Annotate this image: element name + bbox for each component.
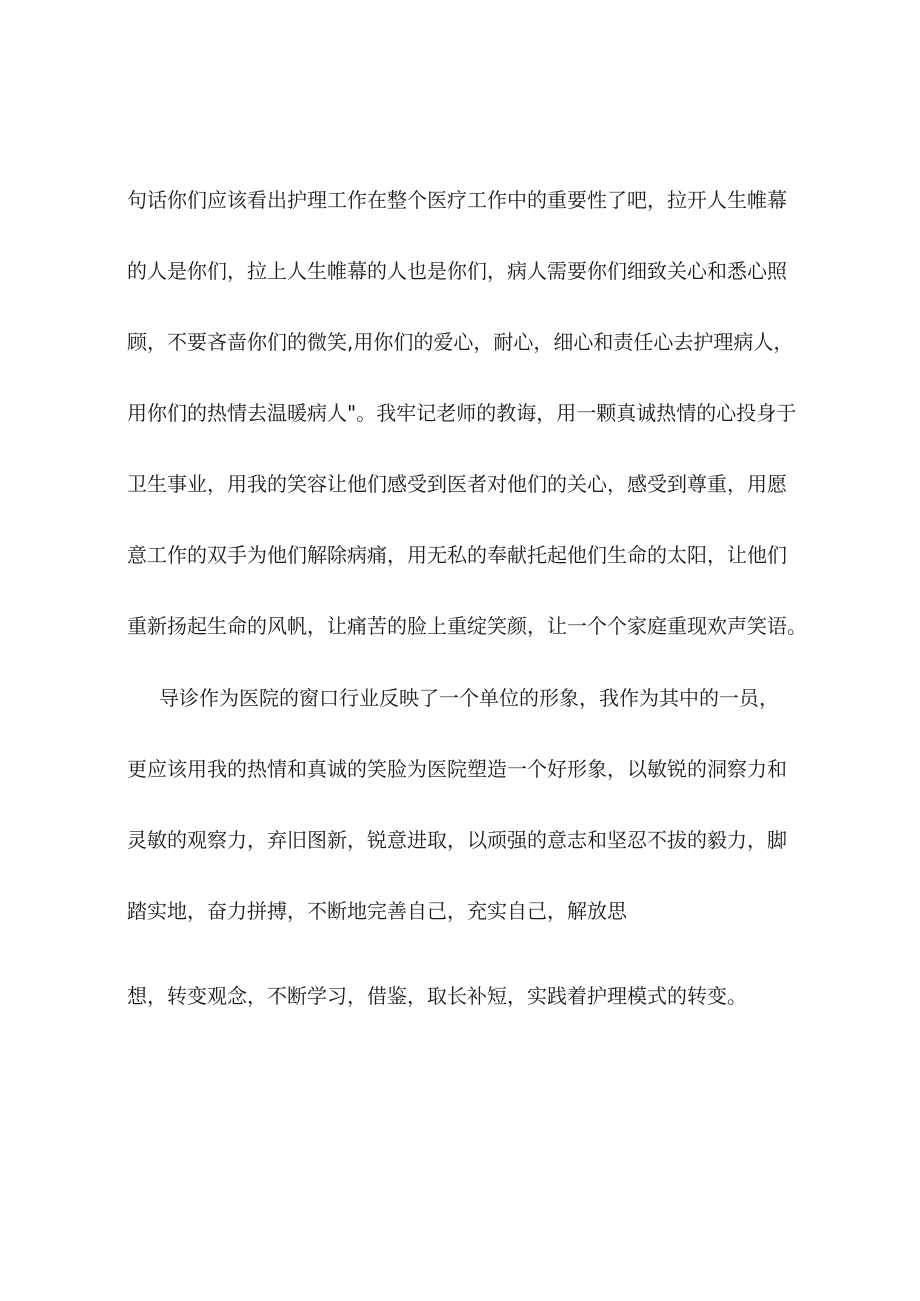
- text-line-6: 意工作的双手为他们解除病痛，用无私的奉献托起他们生命的太阳，让他们: [127, 543, 787, 567]
- text-line-11: 踏实地，奋力拼搏，不断地完善自己，充实自己，解放思: [127, 899, 627, 923]
- text-line-9: 更应该用我的热情和真诚的笑脸为医院塑造一个好形象，以敏锐的洞察力和: [127, 757, 787, 781]
- text-line-10: 灵敏的观察力，弃旧图新，锐意进取，以顽强的意志和坚忍不拔的毅力，脚: [127, 828, 787, 852]
- text-line-1: 句话你们应该看出护理工作在整个医疗工作中的重要性了吧，拉开人生帷幕: [127, 188, 787, 212]
- text-line-12: 想，转变观念，不断学习，借鉴，取长补短，实践着护理模式的转变。: [127, 984, 747, 1008]
- text-line-7: 重新扬起生命的风帆，让痛苦的脸上重绽笑颜，让一个个家庭重现欢声笑语。: [127, 614, 807, 638]
- text-line-3: 顾，不要吝啬你们的微笑,用你们的爱心，耐心，细心和责任心去护理病人，: [127, 330, 794, 354]
- text-line-5: 卫生事业，用我的笑容让他们感受到医者对他们的关心，感受到尊重，用愿: [127, 472, 787, 496]
- text-line-2: 的人是你们，拉上人生帷幕的人也是你们，病人需要你们细致关心和悉心照: [127, 259, 787, 283]
- paragraph-2-first-line: 导诊作为医院的窗口行业反映了一个单位的形象，我作为其中的一员，: [159, 686, 779, 710]
- text-line-4: 用你们的热情去温暖病人"。我牢记老师的教诲，用一颗真诚热情的心投身于: [127, 401, 797, 425]
